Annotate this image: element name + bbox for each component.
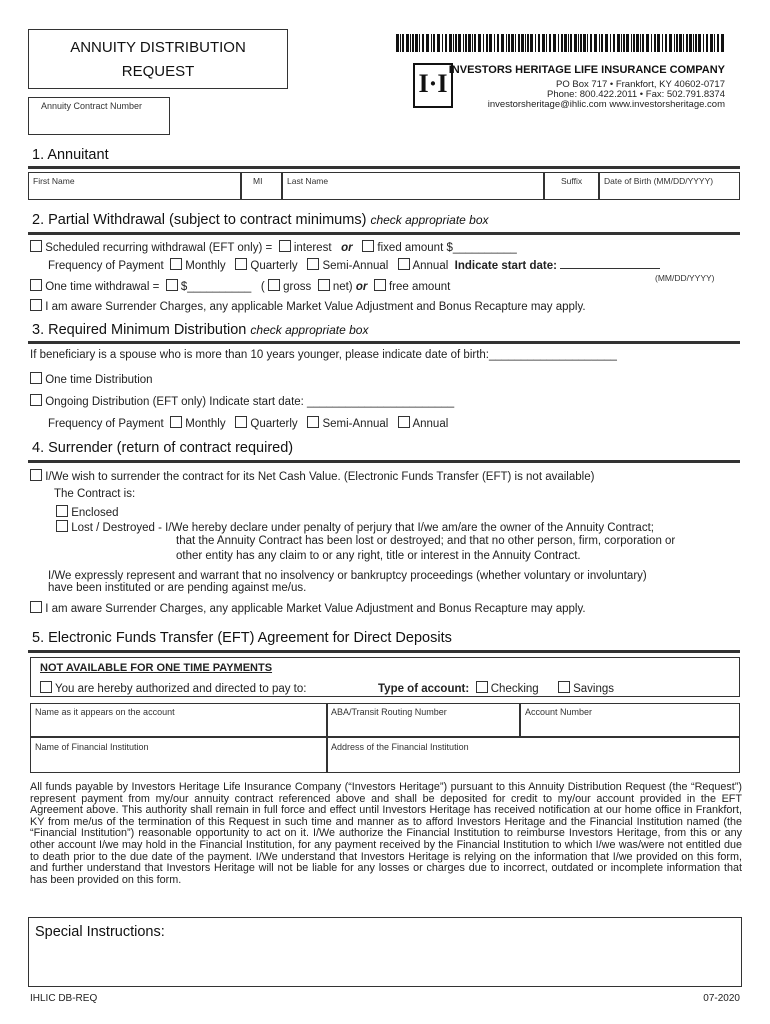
enclosed-checkbox[interactable]: [56, 505, 68, 517]
form-date: 07-2020: [703, 993, 740, 1004]
barcode-bar: [633, 34, 635, 52]
barcode-bar: [486, 34, 488, 52]
heading-text: 2. Partial Withdrawal (subject to contract minimums): [32, 212, 367, 228]
section-rule: [28, 460, 740, 463]
enclosed-label: Enclosed: [71, 507, 119, 519]
lost-line2: that the Annuity Contract has been lost or destroyed; and that no other person, firm, corporation or: [176, 535, 676, 547]
account-type-label: Type of account:: [378, 683, 470, 695]
barcode-bar: [568, 34, 569, 52]
barcode-bar: [626, 34, 629, 52]
suffix-label: Suffix: [561, 176, 583, 186]
mi-label: MI: [253, 176, 263, 186]
heading-hint: check appropriate box: [250, 323, 369, 337]
barcode-bar: [515, 34, 516, 52]
barcode-bar: [683, 34, 684, 52]
barcode-bar: [564, 34, 567, 52]
company-phone: Phone: 800.422.2011 • Fax: 502.791.8374: [547, 89, 725, 100]
barcode-bar: [546, 34, 547, 52]
fixed-amount-checkbox[interactable]: [362, 240, 374, 252]
barcode-bar: [506, 34, 507, 52]
barcode-bar: [640, 34, 641, 52]
barcode-bar: [636, 34, 639, 52]
section-surrender-heading: 4. Surrender (return of contract required): [32, 440, 294, 456]
lost-row: [56, 520, 654, 534]
barcode-bar: [549, 34, 551, 52]
barcode-bar: [689, 34, 692, 52]
barcode-bar: [433, 34, 435, 52]
barcode-bar: [412, 34, 414, 52]
form-title-line1: ANNUITY DISTRIBUTION: [70, 39, 246, 56]
barcode-bar: [686, 34, 688, 52]
interest-checkbox[interactable]: [279, 240, 291, 252]
account-number-label: Account Number: [525, 707, 593, 717]
barcode-bar: [468, 34, 471, 52]
barcode-bar: [570, 34, 572, 52]
barcode-bar: [402, 34, 404, 52]
account-type-row: [378, 681, 614, 695]
company-logo: [413, 63, 453, 108]
dollar-checkbox[interactable]: [166, 279, 178, 291]
section-partial-withdrawal-heading: [32, 212, 489, 228]
barcode-bar: [445, 34, 447, 52]
last-name-label: Last Name: [287, 176, 329, 186]
lost-line3: other entity has any claim to or any right, title or interest in the Annuity Contract.: [176, 550, 581, 562]
institution-name-label: Name of Financial Institution: [35, 742, 149, 752]
surrender-aware-row: [30, 601, 586, 615]
one-time-distribution-label: One time Distribution: [45, 374, 153, 386]
ongoing-checkbox[interactable]: [30, 394, 42, 406]
barcode-bar: [621, 34, 622, 52]
barcode-bar: [535, 34, 536, 52]
barcode-bar: [455, 34, 457, 52]
barcode-bar: [553, 34, 556, 52]
semi-annual-checkbox[interactable]: [307, 416, 319, 428]
barcode-bar: [580, 34, 582, 52]
barcode-bar: [474, 34, 476, 52]
annual-checkbox[interactable]: [398, 258, 410, 270]
barcode-bar: [590, 34, 592, 52]
barcode-bar: [463, 34, 464, 52]
date-format-hint: (MM/DD/YYYY): [655, 273, 715, 283]
barcode-bar: [703, 34, 704, 52]
semi-annual-label: Semi-Annual: [322, 260, 389, 272]
ongoing-label: Ongoing Distribution (EFT only) Indicate start date: _______________________: [45, 396, 455, 408]
barcode-bar: [442, 34, 443, 52]
barcode-bar: [631, 34, 632, 52]
barcode-bar: [617, 34, 620, 52]
barcode-bar: [657, 34, 660, 52]
barcode-bar: [431, 34, 432, 52]
account-name-label: Name as it appears on the account: [35, 707, 175, 717]
barcode-bar: [654, 34, 656, 52]
aware-checkbox[interactable]: [30, 299, 42, 311]
surrender-checkbox[interactable]: [30, 469, 42, 481]
barcode-bar: [489, 34, 492, 52]
semi-annual-label: Semi-Annual: [322, 418, 389, 430]
interest-label: interest: [293, 242, 332, 254]
barcode-bar: [410, 34, 411, 52]
one-time-row: [30, 279, 450, 293]
barcode-bar: [525, 34, 526, 52]
barcode-bar: [494, 34, 495, 52]
barcode-bar: [695, 34, 697, 52]
barcode-bar: [693, 34, 694, 52]
one-time-label: One time withdrawal =: [45, 281, 160, 293]
barcode-bar: [511, 34, 514, 52]
barcode-bar: [646, 34, 649, 52]
enclosed-row: [56, 505, 119, 519]
barcode-bar: [679, 34, 682, 52]
barcode-bar: [521, 34, 524, 52]
scheduled-checkbox[interactable]: [30, 240, 42, 252]
barcode-bar: [518, 34, 520, 52]
barcode-bar: [561, 34, 563, 52]
fixed-amount-label: fixed amount $__________: [377, 242, 517, 254]
represent-line1: I/We expressly represent and warrant that no insolvency or bankruptcy proceedings (whether voluntary or involuntary): [48, 570, 647, 582]
dob-label: Date of Birth (MM/DD/YYYY): [604, 176, 714, 186]
barcode-bar: [406, 34, 409, 52]
section-rule: [28, 232, 740, 235]
quarterly-label: Quarterly: [250, 260, 298, 272]
authorized-checkbox[interactable]: [40, 681, 52, 693]
gross-label: gross: [283, 281, 312, 293]
barcode: [396, 34, 726, 52]
barcode-bar: [558, 34, 559, 52]
one-time-checkbox[interactable]: [30, 279, 42, 291]
barcode-bar: [594, 34, 597, 52]
start-date-label: Indicate start date:: [454, 260, 557, 272]
ongoing-row: [30, 394, 454, 408]
barcode-bar: [665, 34, 667, 52]
barcode-bar: [426, 34, 429, 52]
barcode-bar: [674, 34, 675, 52]
section-rule: [28, 341, 740, 344]
barcode-bar: [574, 34, 577, 52]
authorized-label: You are hereby authorized and directed to pay to:: [55, 683, 307, 695]
one-time-distribution-checkbox[interactable]: [30, 372, 42, 384]
barcode-bar: [578, 34, 579, 52]
not-available-label: NOT AVAILABLE FOR ONE TIME PAYMENTS: [40, 662, 273, 674]
logo-mark: I·I: [418, 69, 448, 98]
dollar-label: $__________: [180, 281, 252, 293]
company-address: PO Box 717 • Frankfort, KY 40602-0717: [556, 79, 725, 90]
start-date-field[interactable]: [560, 268, 660, 269]
monthly-label: Monthly: [185, 418, 226, 430]
barcode-bar: [453, 34, 454, 52]
heading-text: 3. Required Minimum Distribution: [32, 322, 247, 338]
checking-label: Checking: [490, 683, 539, 695]
one-time-distribution-row: [30, 372, 153, 386]
form-title-line2: REQUEST: [121, 63, 195, 80]
barcode-bar: [465, 34, 467, 52]
free-amount-checkbox[interactable]: [374, 279, 386, 291]
barcode-bar: [419, 34, 420, 52]
section-rule: [28, 166, 740, 169]
barcode-bar: [501, 34, 504, 52]
section-eft-heading: 5. Electronic Funds Transfer (EFT) Agreement for Direct Deposits: [32, 630, 452, 646]
aware-label: I am aware Surrender Charges, any applicable Market Value Adjustment and Bonus Recapture may apply.: [45, 301, 586, 313]
barcode-bar: [538, 34, 540, 52]
company-contact: investorsheritage@ihlic.com www.investorsheritage.com: [487, 99, 725, 110]
aware-label: I am aware Surrender Charges, any applicable Market Value Adjustment and Bonus Recapture may apply.: [45, 603, 586, 615]
or2-label: or: [355, 281, 368, 293]
aware-checkbox[interactable]: [30, 601, 42, 613]
free-amount-label: free amount: [388, 281, 451, 293]
barcode-bar: [415, 34, 418, 52]
barcode-bar: [458, 34, 461, 52]
authorized-row: [40, 681, 306, 695]
aba-label: ABA/Transit Routing Number: [331, 707, 447, 717]
barcode-bar: [472, 34, 473, 52]
quarterly-checkbox[interactable]: [235, 416, 247, 428]
barcode-bar: [601, 34, 603, 52]
surrender-row: [30, 469, 594, 483]
barcode-bar: [721, 34, 724, 52]
surrender-label: I/We wish to surrender the contract for its Net Cash Value. (Electronic Funds Transfer (EFT) is not available): [45, 471, 595, 483]
barcode-bar: [662, 34, 663, 52]
barcode-bar: [396, 34, 399, 52]
scheduled-row: [30, 240, 517, 254]
company-name: INVESTORS HERITAGE LIFE INSURANCE COMPANY: [448, 64, 725, 76]
quarterly-checkbox[interactable]: [235, 258, 247, 270]
contract-number-label: Annuity Contract Number: [41, 101, 143, 111]
barcode-bar: [710, 34, 713, 52]
quarterly-label: Quarterly: [250, 418, 298, 430]
monthly-checkbox[interactable]: [170, 258, 182, 270]
net-checkbox[interactable]: [318, 279, 330, 291]
barcode-bar: [583, 34, 586, 52]
checking-checkbox[interactable]: [476, 681, 488, 693]
or-label: or: [341, 242, 353, 254]
barcode-bar: [422, 34, 424, 52]
savings-checkbox[interactable]: [558, 681, 570, 693]
institution-address-label: Address of the Financial Institution: [331, 742, 469, 752]
gross-open: (: [260, 281, 265, 293]
barcode-bar: [527, 34, 529, 52]
represent-line2: have been instituted or are pending against me/us.: [48, 582, 307, 594]
section-rule: [28, 650, 740, 653]
monthly-label: Monthly: [185, 260, 226, 272]
frequency-row: [48, 258, 660, 272]
barcode-bar: [669, 34, 672, 52]
barcode-bar: [530, 34, 533, 52]
special-instructions-label: Special Instructions:: [35, 924, 165, 940]
barcode-bar: [623, 34, 625, 52]
barcode-bar: [676, 34, 678, 52]
barcode-bar: [698, 34, 701, 52]
frequency-label: Frequency of Payment: [48, 260, 164, 272]
barcode-bar: [610, 34, 611, 52]
barcode-bar: [613, 34, 615, 52]
barcode-bar: [478, 34, 481, 52]
annual-checkbox[interactable]: [398, 416, 410, 428]
barcode-bar: [508, 34, 510, 52]
barcode-bar: [717, 34, 719, 52]
frequency-label: Frequency of Payment: [48, 418, 164, 430]
barcode-bar: [605, 34, 608, 52]
aware-row: [30, 299, 586, 313]
semi-annual-checkbox[interactable]: [307, 258, 319, 270]
barcode-bar: [483, 34, 484, 52]
first-name-label: First Name: [33, 176, 75, 186]
form-id: IHLIC DB-REQ: [30, 993, 98, 1004]
annual-label: Annual: [412, 260, 449, 272]
section-annuitant-heading: 1. Annuitant: [32, 147, 109, 163]
gross-checkbox[interactable]: [268, 279, 280, 291]
section-rmd-heading: [32, 322, 368, 338]
scheduled-label: Scheduled recurring withdrawal (EFT only) =: [45, 242, 273, 254]
heading-hint: check appropriate box: [370, 213, 489, 227]
title-box: [28, 29, 288, 89]
annual-label: Annual: [412, 418, 449, 430]
lost-checkbox[interactable]: [56, 520, 68, 532]
barcode-bar: [651, 34, 652, 52]
lost-label: Lost / Destroyed - I/We hereby declare under penalty of perjury that I/we am/are the owner of the Annuity Contract;: [71, 522, 654, 534]
barcode-bar: [542, 34, 545, 52]
savings-label: Savings: [573, 683, 614, 695]
spouse-dob-text: If beneficiary is a spouse who is more than 10 years younger, please indicate date of birth:____________________: [30, 349, 617, 361]
barcode-bar: [587, 34, 588, 52]
barcode-bar: [599, 34, 600, 52]
legal-paragraph: All funds payable by Investors Heritage Life Insurance Company (“Investors Heritage”) pursuant to this Annuity Distribution Request (the “Request”) represent payment from my/our annuity contract referenced above and shall be deposited for credit to my/our account provided in the EFT Agreement above. This authority shall remain in full force and effect until Investors Heritage has received notification at our home office in Frankfort, KY from me/us of the termination of this Request in such time and manner as to afford Investors Heritage and the Financial Institution named (the “Financial Institution”) reasonable opportunity to act on it. I/We authorize the Financial Institution to reimburse Investors Heritage, from this or any other account I/we may hold in the Financial Institution, for any payment received by the Financial Institution to which I/we was/were not entitled due to death prior to the due date of the payment. I/We understand that Investors Heritage is relying on the information that I/we provided on this form, and further understand that Investors Heritage will not be liable for any losses or charges due to incorrect, outdated or incomplete information that has been provided on this form.: [30, 781, 742, 886]
barcode-bar: [400, 34, 401, 52]
barcode-bar: [642, 34, 644, 52]
contract-is-label: The Contract is:: [54, 488, 136, 500]
barcode-bar: [449, 34, 452, 52]
barcode-bar: [706, 34, 708, 52]
net-label: net): [332, 281, 353, 293]
monthly-checkbox[interactable]: [170, 416, 182, 428]
barcode-bar: [714, 34, 715, 52]
rmd-frequency-row: [48, 416, 448, 430]
barcode-bar: [497, 34, 499, 52]
barcode-bar: [437, 34, 440, 52]
